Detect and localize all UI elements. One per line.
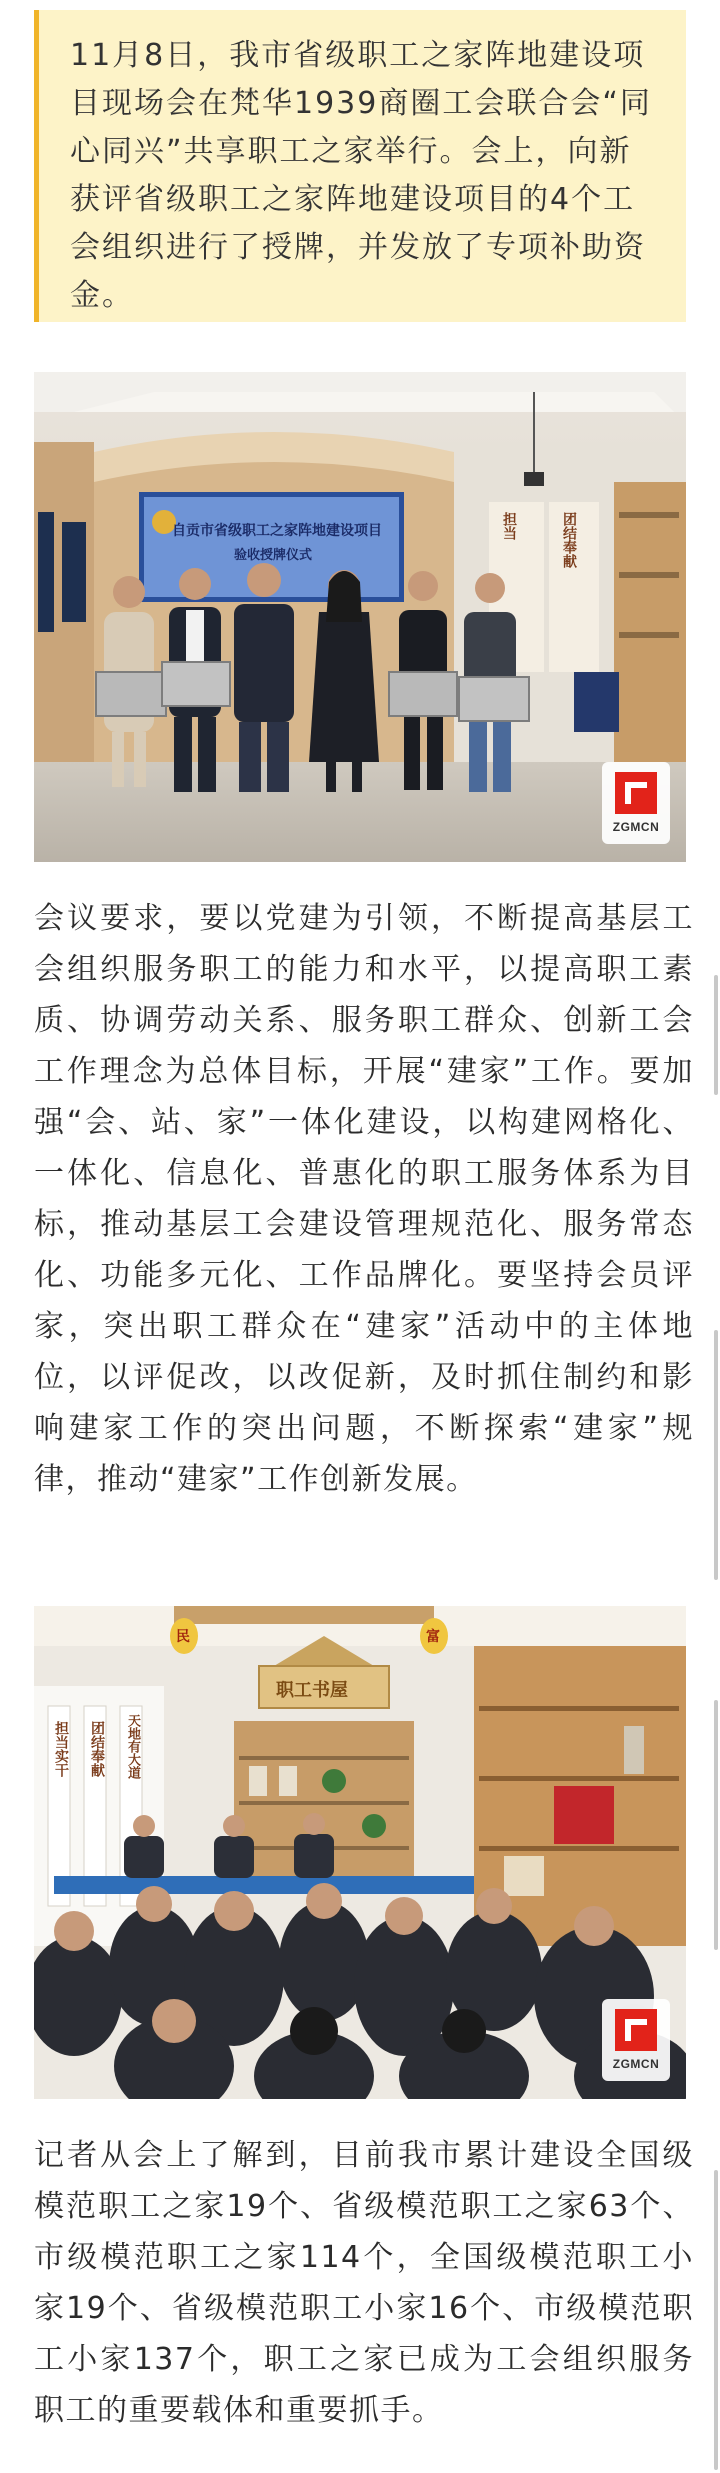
watermark-suffix: CN [640, 2057, 660, 2071]
reading-room-sign: 职工书屋 [276, 1680, 348, 1701]
banner-tuanjie-fengxian: 团结奉献 [89, 1721, 105, 1777]
ceremony-photo-image [34, 372, 686, 862]
watermark-logo [602, 762, 670, 844]
watermark-logo [602, 1999, 670, 2081]
screen-subtitle: 验收授牌仪式 [234, 548, 313, 563]
meeting-photo-image [34, 1606, 686, 2099]
lead-text: 11月8日，我市省级职工之家阵地建设项目现场会在梵华1939商圈工会联合会“同心同兴”共享职工之家举行。会上，向新获评省级职工之家阵地建设项目的4个工会组织进行了授牌，并发放了专项补助资金。 [70, 38, 652, 313]
watermark-suffix: CN [640, 820, 660, 834]
zgm-logo-icon [615, 2009, 657, 2051]
scrollbar-track-segment[interactable] [714, 1330, 718, 1580]
zgm-logo-icon [615, 772, 657, 814]
screen-title: 自贡市省级职工之家阵地建设项目 [172, 523, 382, 539]
banner-dangdang-shigan: 担当实干 [53, 1721, 69, 1777]
banner-tiandi-dadao: 天地有大道 [125, 1714, 140, 1779]
ceremony-photo[interactable] [34, 372, 686, 862]
watermark-text: ZGM [612, 820, 641, 834]
wall-text-danggdang: 担当 [501, 512, 517, 540]
body-paragraph-2: 记者从会上了解到，目前我市累计建设全国级模范职工之家19个、省级模范职工之家63个、市级模范职工之家114个，全国级模范职工小家19个、省级模范职工小家16个、市级模范职工小家137个，职工之家已成为工会组织服务职工的重要载体和重要抓手。 [34, 2138, 694, 2428]
scrollbar-track-segment[interactable] [714, 975, 718, 1095]
lantern-text-1: 民 [176, 1629, 190, 1645]
scrollbar-track-segment[interactable] [714, 2170, 718, 2470]
meeting-photo[interactable] [34, 1606, 686, 2099]
watermark-text: ZGM [612, 2057, 641, 2071]
lead-quote-box [34, 10, 686, 322]
lead-accent-bar [34, 10, 39, 322]
wall-text-tuanjie: 团结奉献 [561, 512, 577, 568]
body-paragraph-1: 会议要求，要以党建为引领，不断提高基层工会组织服务职工的能力和水平，以提高职工素质、协调劳动关系、服务职工群众、创新工会工作理念为总体目标，开展“建家”工作。要加强“会、站、家”一体化建设，以构建网格化、一体化、信息化、普惠化的职工服务体系为目标，推动基层工会建设管理规范化、服务常态化、功能多元化、工作品牌化。要坚持会员评家，突出职工群众在“建家”活动中的主体地位，以评促改，以改促新，及时抓住制约和影响建家工作的突出问题，不断探索“建家”规律，推动“建家”工作创新发展。 [34, 901, 694, 1497]
lantern-text-2: 富 [426, 1629, 440, 1645]
scrollbar-track-segment[interactable] [714, 1700, 718, 1950]
